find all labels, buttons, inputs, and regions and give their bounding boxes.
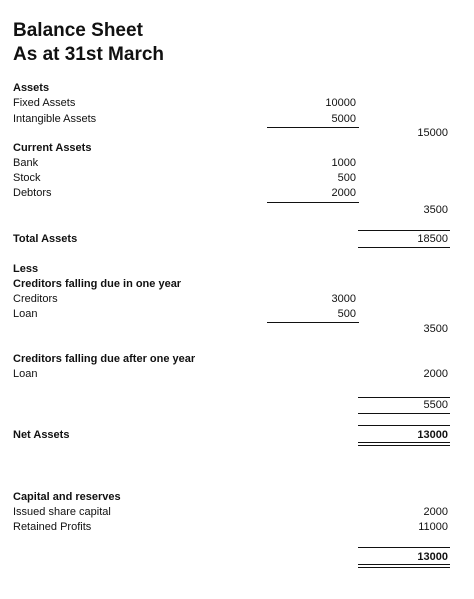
net-assets-row <box>0 428 474 443</box>
long-term-loan-label: Loan <box>13 368 38 380</box>
debtors-amount: 2000 <box>331 187 356 199</box>
creditors-row <box>0 292 474 307</box>
intangible-assets-row <box>0 112 474 127</box>
capital-total-double-underline <box>358 564 450 568</box>
long-term-creditors-heading-row <box>0 352 474 367</box>
total-assets-label: Total Assets <box>13 233 78 245</box>
fixed-assets-row <box>0 96 474 111</box>
assets-subtotal: 15000 <box>417 127 448 139</box>
total-assets-underline <box>358 247 450 248</box>
sheet-title: Balance Sheet <box>13 20 143 41</box>
debtors-label: Debtors <box>13 187 52 199</box>
short-term-creditors-heading: Creditors falling due in one year <box>13 278 182 290</box>
creditors-label: Creditors <box>13 293 58 305</box>
share-capital-amount: 2000 <box>423 506 448 518</box>
net-assets-double-underline <box>358 442 450 446</box>
total-assets-rule <box>358 230 450 231</box>
less-heading: Less <box>13 263 39 275</box>
short-term-loan-label: Loan <box>13 308 38 320</box>
intangible-assets-label: Intangible Assets <box>13 113 97 125</box>
net-assets-rule <box>358 425 450 426</box>
short-term-subtotal: 3500 <box>423 323 448 335</box>
long-term-subtotal: 5500 <box>423 399 448 411</box>
capital-total: 13000 <box>417 551 448 563</box>
fixed-assets-label: Fixed Assets <box>13 97 76 109</box>
short-term-subtotal-row <box>0 322 474 337</box>
bank-label: Bank <box>13 157 39 169</box>
assets-heading-row <box>0 81 474 96</box>
long-term-underline <box>358 413 450 414</box>
debtors-row <box>0 186 474 201</box>
sheet-subtitle: As at 31st March <box>13 44 165 65</box>
fixed-assets-amount: 10000 <box>325 97 356 109</box>
long-term-loan-row <box>0 367 474 382</box>
net-assets-amount: 13000 <box>417 429 448 441</box>
long-term-loan-amount: 2000 <box>423 368 448 380</box>
capital-total-rule <box>358 547 450 548</box>
current-assets-heading: Current Assets <box>13 142 92 154</box>
retained-profits-row <box>0 520 474 535</box>
short-term-loan-row <box>0 307 474 322</box>
capital-heading: Capital and reserves <box>13 491 121 503</box>
total-assets-amount: 18500 <box>417 233 448 245</box>
capital-heading-row <box>0 490 474 505</box>
stock-amount: 500 <box>337 172 356 184</box>
stock-row <box>0 171 474 186</box>
bank-amount: 1000 <box>331 157 356 169</box>
long-term-subtotal-row <box>0 398 474 413</box>
total-assets-row <box>0 232 474 247</box>
long-term-creditors-heading: Creditors falling due after one year <box>13 353 196 365</box>
capital-total-row <box>0 550 474 565</box>
current-assets-subtotal-row <box>0 203 474 218</box>
short-term-creditors-heading-row <box>0 277 474 292</box>
assets-subtotal-row <box>0 126 474 141</box>
share-capital-label: Issued share capital <box>13 506 111 518</box>
short-term-loan-amount: 500 <box>337 308 356 320</box>
bank-row <box>0 156 474 171</box>
intangible-assets-amount: 5000 <box>331 113 356 125</box>
assets-heading: Assets <box>13 82 50 94</box>
net-assets-label: Net Assets <box>13 429 70 441</box>
share-capital-row <box>0 505 474 520</box>
stock-label: Stock <box>13 172 41 184</box>
less-heading-row <box>0 262 474 277</box>
retained-profits-amount: 11000 <box>418 521 448 533</box>
retained-profits-label: Retained Profits <box>13 521 92 533</box>
current-assets-heading-row <box>0 141 474 156</box>
creditors-amount: 3000 <box>331 293 356 305</box>
current-assets-subtotal: 3500 <box>423 204 448 216</box>
